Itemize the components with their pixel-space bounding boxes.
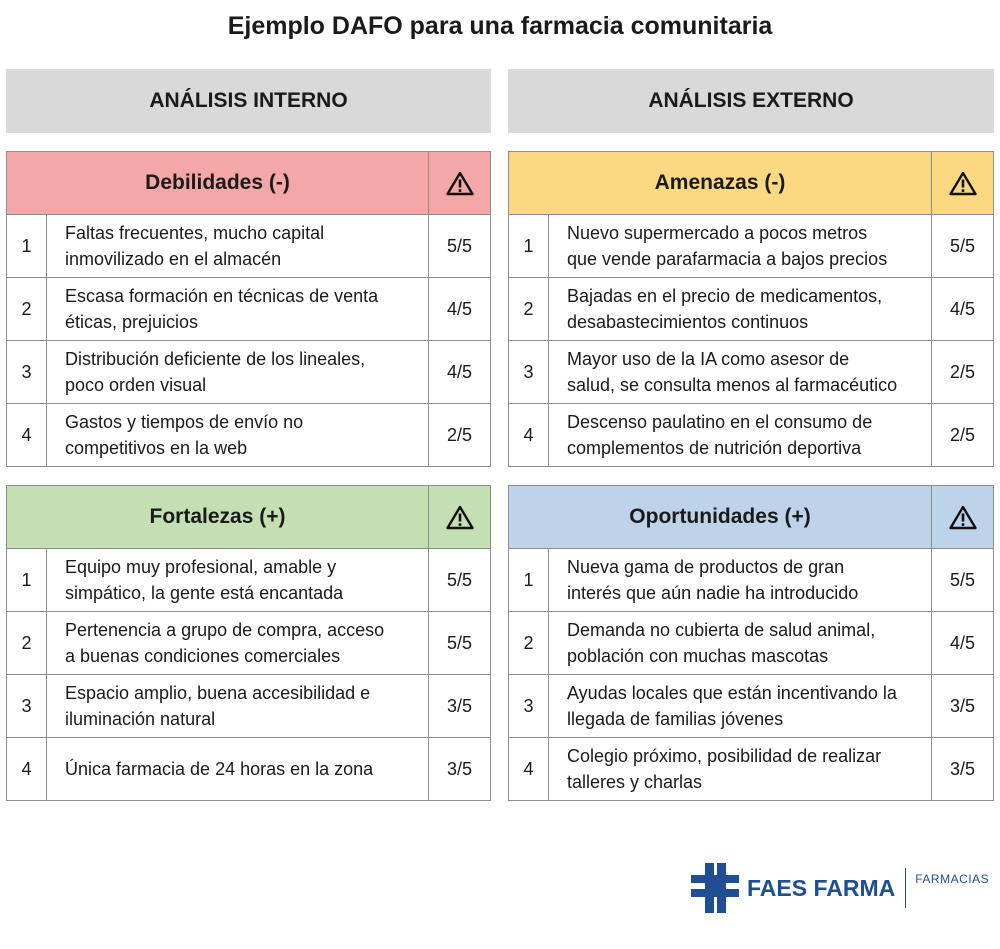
row-score: 5/5	[429, 215, 491, 278]
weaknesses-table	[6, 151, 491, 467]
row-score: 5/5	[932, 549, 994, 612]
row-score: 4/5	[429, 278, 491, 341]
row-number: 4	[509, 738, 549, 801]
row-number: 1	[509, 549, 549, 612]
row-description-line1: Equipo muy profesional, amable y	[65, 557, 337, 577]
row-description-line2: llegada de familias jóvenes	[567, 709, 784, 729]
row-description-line2: a buenas condiciones comerciales	[65, 646, 341, 666]
row-description	[549, 549, 932, 612]
row-description-line1: Faltas frecuentes, mucho capital	[65, 223, 325, 243]
row-description-line2: competitivos en la web	[65, 438, 248, 458]
row-description	[47, 215, 429, 278]
quadrant-title: Fortalezas (+)	[7, 486, 429, 549]
row-score: 3/5	[429, 675, 491, 738]
row-description-line2: complementos de nutrición deportiva	[567, 438, 862, 458]
row-number: 3	[509, 675, 549, 738]
row-description	[47, 675, 429, 738]
table-row	[7, 738, 491, 801]
warning-triangle-icon	[949, 171, 977, 196]
row-description-line2: éticas, prejuicios	[65, 312, 199, 332]
row-score: 5/5	[429, 612, 491, 675]
row-number: 3	[509, 341, 549, 404]
row-description	[47, 404, 429, 467]
warning-triangle-icon	[446, 505, 474, 530]
row-description-line1: Mayor uso de la IA como asesor de	[567, 349, 850, 369]
row-description-line2: que vende parafarmacia a bajos precios	[567, 249, 888, 269]
table-row	[7, 404, 491, 467]
row-description-line1: Ayudas locales que están incentivando la	[567, 683, 897, 703]
section-internal-analysis: ANÁLISIS INTERNO	[6, 69, 491, 133]
warning-triangle-icon	[446, 171, 474, 196]
row-score: 3/5	[932, 675, 994, 738]
warning-triangle-icon	[949, 505, 977, 530]
row-description-line1: Espacio amplio, buena accesibilidad e	[65, 683, 371, 703]
table-row	[509, 738, 994, 801]
row-description-line1: Descenso paulatino en el consumo de	[567, 412, 873, 432]
table-row	[7, 549, 491, 612]
row-description	[47, 549, 429, 612]
row-score: 3/5	[429, 738, 491, 801]
row-description-line2: inmovilizado en el almacén	[65, 249, 282, 269]
warning-cell	[932, 486, 994, 549]
row-number: 1	[509, 215, 549, 278]
row-number: 4	[7, 738, 47, 801]
table-row	[509, 612, 994, 675]
row-description	[549, 404, 932, 467]
row-description-line1: Colegio próximo, posibilidad de realizar	[567, 746, 882, 766]
row-number: 3	[7, 675, 47, 738]
row-score: 5/5	[429, 549, 491, 612]
row-score: 2/5	[429, 404, 491, 467]
table-row	[509, 675, 994, 738]
row-number: 3	[7, 341, 47, 404]
row-description	[47, 341, 429, 404]
row-number: 2	[7, 278, 47, 341]
row-description-line1: Distribución deficiente de los lineales,	[65, 349, 366, 369]
row-description-line2: iluminación natural	[65, 709, 216, 729]
table-row	[7, 215, 491, 278]
row-score: 4/5	[932, 278, 994, 341]
row-score: 4/5	[932, 612, 994, 675]
row-description	[47, 278, 429, 341]
table-row	[7, 278, 491, 341]
table-row	[7, 675, 491, 738]
row-score: 2/5	[932, 404, 994, 467]
row-description	[549, 738, 932, 801]
row-description-line1: Escasa formación en técnicas de venta	[65, 286, 379, 306]
logo-subtitle: FARMACIAS	[915, 872, 990, 886]
row-number: 4	[7, 404, 47, 467]
table-header-row	[7, 486, 491, 549]
row-description	[47, 612, 429, 675]
warning-cell	[932, 152, 994, 215]
section-external-analysis: ANÁLISIS EXTERNO	[508, 69, 994, 133]
row-score: 5/5	[932, 215, 994, 278]
warning-cell	[429, 486, 491, 549]
logo-name: FAES FARMA	[747, 874, 896, 901]
row-description-line2: interés que aún nadie ha introducido	[567, 583, 859, 603]
table-header-row	[7, 152, 491, 215]
row-description	[549, 612, 932, 675]
row-description-line2: población con muchas mascotas	[567, 646, 829, 666]
quadrant-title: Amenazas (-)	[509, 152, 932, 215]
row-description-line1: Nuevo supermercado a pocos metros	[567, 223, 868, 243]
logo-divider	[905, 868, 906, 908]
warning-cell	[429, 152, 491, 215]
table-row	[7, 612, 491, 675]
page-title: Ejemplo DAFO para una farmacia comunitaria	[227, 12, 773, 40]
table-header-row	[509, 486, 994, 549]
table-row	[509, 341, 994, 404]
row-description-line1: Bajadas en el precio de medicamentos,	[567, 286, 883, 306]
table-row	[509, 404, 994, 467]
row-number: 2	[509, 612, 549, 675]
quadrant-title: Oportunidades (+)	[509, 486, 932, 549]
row-number: 4	[509, 404, 549, 467]
strengths-table	[6, 485, 491, 801]
row-description-line1: Demanda no cubierta de salud animal,	[567, 620, 876, 640]
row-description	[549, 341, 932, 404]
row-description-line1: Única farmacia de 24 horas en la zona	[65, 759, 374, 779]
row-number: 1	[7, 215, 47, 278]
row-description-line2: poco orden visual	[65, 375, 207, 395]
table-row	[509, 278, 994, 341]
row-description-line1: Pertenencia a grupo de compra, acceso	[65, 620, 385, 640]
row-number: 2	[7, 612, 47, 675]
row-description-line1: Nueva gama de productos de gran	[567, 557, 845, 577]
opportunities-table	[508, 485, 994, 801]
row-description-line2: desabastecimientos continuos	[567, 312, 809, 332]
row-description	[47, 738, 429, 801]
row-description-line2: salud, se consulta menos al farmacéutico	[567, 375, 898, 395]
faes-cross-icon	[691, 863, 739, 913]
row-number: 1	[7, 549, 47, 612]
row-score: 3/5	[932, 738, 994, 801]
table-header-row	[509, 152, 994, 215]
row-description	[549, 675, 932, 738]
faes-farma-logo	[691, 862, 989, 914]
row-number: 2	[509, 278, 549, 341]
table-row	[509, 215, 994, 278]
row-description	[549, 215, 932, 278]
row-description-line2: talleres y charlas	[567, 772, 703, 792]
row-description-line1: Gastos y tiempos de envío no	[65, 412, 304, 432]
table-row	[7, 341, 491, 404]
threats-table	[508, 151, 994, 467]
row-score: 2/5	[932, 341, 994, 404]
row-score: 4/5	[429, 341, 491, 404]
quadrant-title: Debilidades (-)	[7, 152, 429, 215]
row-description	[549, 278, 932, 341]
table-row	[509, 549, 994, 612]
row-description-line2: simpático, la gente está encantada	[65, 583, 344, 603]
